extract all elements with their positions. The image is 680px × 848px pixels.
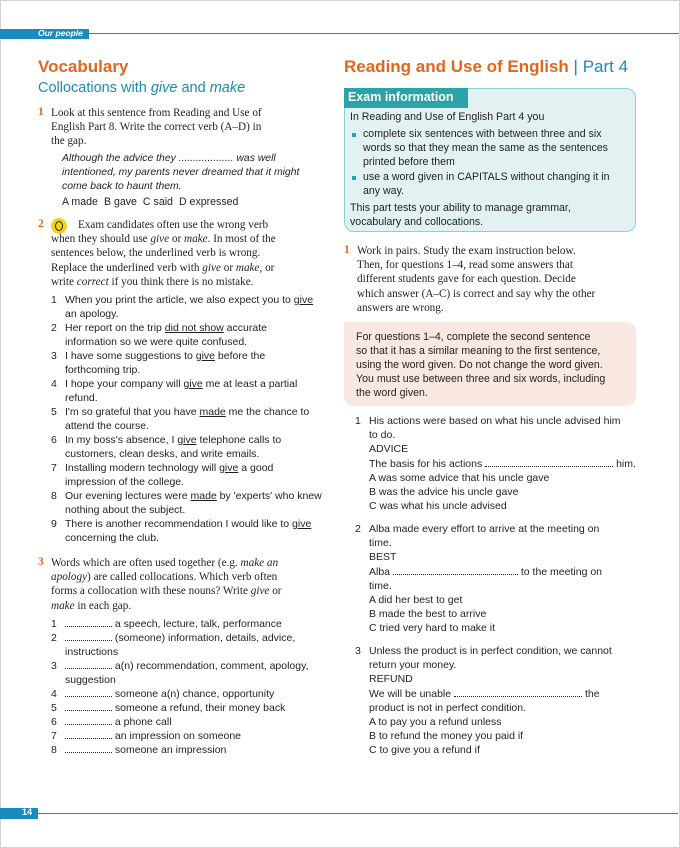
answer-gap [65,701,112,711]
list-item: 6 In my boss's absence, I give telephone calls to customers, clean desks, and write emails. [51,434,282,461]
question-number: 1 [38,106,44,118]
answer-gap [485,457,613,467]
exam-info-bullet: use a word given in CAPITALS without changing it in any way. [363,171,610,197]
answer-gap [454,687,582,697]
exam-info-bullet: complete six sentences with between three and six words so that they mean the same as the sentences printed before them [363,128,608,168]
list-item: 1 When you print the article, we also expect you to give an apology. [51,294,314,321]
list-item: 9 There is another recommendation I would like to give concerning the club. [51,518,312,545]
answer-gap [393,565,518,575]
question-1-text: Look at this sentence from Reading and Use of English Part 8. Write the correct verb (A–D) in the gap. [51,107,262,148]
question-number: 3 [38,556,44,568]
answer-gap [65,617,112,627]
example-sentence: Although the advice they ................... was well intentioned, my parents never dreamed that it might come back to haunt them. [62,153,300,192]
exam-info-outro: This part tests your ability to manage grammar, vocabulary and collocations. [350,202,571,228]
answer-gap [65,659,112,669]
section-label: Our people [38,28,83,38]
question-2-text: Exam candidates often use the wrong verb when they should use give or make. In most of the sentences below, the underlined verb is wrong. Replace the underlined verb with give or make, or write correct if you think there is no mistake. [51,219,276,288]
answer-gap [65,729,112,739]
exam-instruction: For questions 1–4, complete the second sentence so that it has a similar meaning to the first sentence, using the word given. Do not change the word given. You must use between three and six words, including the word given. [356,331,606,399]
vocabulary-subtitle: Collocations with give and make [38,80,246,96]
list-item: 8 Our evening lectures were made by 'experts' who knew nothing about the subject. [51,490,322,517]
question-number: 2 [38,218,44,230]
answer-gap [65,687,112,697]
list-item: 5 I'm so grateful that you have made me the chance to attend the course. [51,406,310,433]
bullet-icon [352,133,356,137]
answer-gap [65,631,112,641]
reading-title: Reading and Use of English | Part 4 [344,57,629,76]
exam-info-intro: In Reading and Use of English Part 4 you [350,111,545,123]
section-tab [0,29,89,39]
answer-gap [65,715,112,725]
answer-options: A made B gave C said D expressed [62,196,239,208]
question-number: 1 [344,244,350,256]
list-item: 4 I hope your company will give me at least a partial refund. [51,378,298,405]
exam-information-heading: Exam information [344,88,468,108]
header-rule [89,33,679,34]
page-number-tab: 14 [0,808,38,819]
list-item: 7 Installing modern technology will give a good impression of the college. [51,462,274,489]
right-question-1-text: Work in pairs. Study the exam instruction below. Then, for questions 1–4, read some answers that different students gave for each question. Decide which answer (A–C) is correct and say why the other answers are wrong. [357,245,596,314]
footer-rule [38,813,678,814]
list-item: 3 I have some suggestions to give before the forthcoming trip. [51,350,266,377]
bullet-icon [352,176,356,180]
list-item: 2 Her report on the trip did not show accurate information so we were quite confused. [51,322,267,349]
vocabulary-title: Vocabulary [38,57,129,76]
question-3-text: Words which are often used together (e.g. make an apology) are called collocations. Which verb often forms a collocation with these nouns? Write give or make in each gap. [51,557,282,612]
answer-gap [65,743,112,753]
